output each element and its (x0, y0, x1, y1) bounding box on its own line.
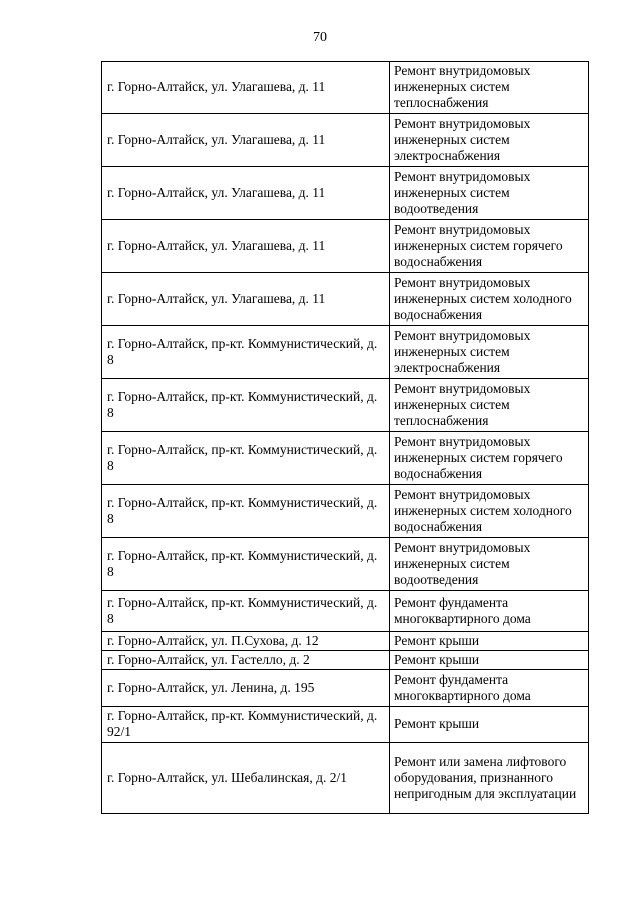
work-type-cell: Ремонт фундамента многоквартирного дома (390, 670, 589, 707)
work-type-cell: Ремонт внутридомовых инженерных систем электроснабжения (390, 114, 589, 167)
address-cell: г. Горно-Алтайск, ул. П.Сухова, д. 12 (102, 632, 390, 651)
address-cell: г. Горно-Алтайск, пр-кт. Коммунистический, д. 8 (102, 591, 390, 632)
work-type-cell: Ремонт крыши (390, 707, 589, 743)
work-type-cell: Ремонт крыши (390, 632, 589, 651)
work-type-cell: Ремонт внутридомовых инженерных систем теплоснабжения (390, 62, 589, 114)
work-type-cell: Ремонт внутридомовых инженерных систем холодного водоснабжения (390, 273, 589, 326)
table-row (102, 632, 589, 651)
repair-works-table (101, 61, 589, 814)
address-cell: г. Горно-Алтайск, пр-кт. Коммунистический, д. 8 (102, 485, 390, 538)
address-cell: г. Горно-Алтайск, ул. Улагашева, д. 11 (102, 167, 390, 220)
table-row (102, 379, 589, 432)
work-type-cell: Ремонт внутридомовых инженерных систем теплоснабжения (390, 379, 589, 432)
table-row (102, 485, 589, 538)
address-cell: г. Горно-Алтайск, пр-кт. Коммунистический, д. 8 (102, 379, 390, 432)
address-cell: г. Горно-Алтайск, пр-кт. Коммунистический, д. 8 (102, 432, 390, 485)
address-cell: г. Горно-Алтайск, пр-кт. Коммунистический, д. 92/1 (102, 707, 390, 743)
table-row (102, 114, 589, 167)
address-cell: г. Горно-Алтайск, пр-кт. Коммунистический, д. 8 (102, 326, 390, 379)
address-cell: г. Горно-Алтайск, ул. Шебалинская, д. 2/1 (102, 743, 390, 814)
page-number: 70 (313, 30, 327, 45)
table-row (102, 743, 589, 814)
work-type-cell: Ремонт крыши (390, 651, 589, 670)
table-row (102, 326, 589, 379)
work-type-cell: Ремонт внутридомовых инженерных систем электроснабжения (390, 326, 589, 379)
address-cell: г. Горно-Алтайск, ул. Гастелло, д. 2 (102, 651, 390, 670)
address-cell: г. Горно-Алтайск, ул. Улагашева, д. 11 (102, 273, 390, 326)
address-cell: г. Горно-Алтайск, ул. Ленина, д. 195 (102, 670, 390, 707)
address-cell: г. Горно-Алтайск, ул. Улагашева, д. 11 (102, 62, 390, 114)
work-type-cell: Ремонт внутридомовых инженерных систем горячего водоснабжения (390, 432, 589, 485)
table-row (102, 538, 589, 591)
table-row (102, 167, 589, 220)
work-type-cell: Ремонт или замена лифтового оборудования, признанного непригодным для эксплуатации (390, 743, 589, 814)
table-row (102, 670, 589, 707)
work-type-cell: Ремонт фундамента многоквартирного дома (390, 591, 589, 632)
table-row (102, 707, 589, 743)
table-row (102, 220, 589, 273)
address-cell: г. Горно-Алтайск, ул. Улагашева, д. 11 (102, 114, 390, 167)
table-row (102, 591, 589, 632)
work-type-cell: Ремонт внутридомовых инженерных систем водоотведения (390, 538, 589, 591)
table-row (102, 432, 589, 485)
table-row (102, 651, 589, 670)
work-type-cell: Ремонт внутридомовых инженерных систем водоотведения (390, 167, 589, 220)
address-cell: г. Горно-Алтайск, пр-кт. Коммунистический, д. 8 (102, 538, 390, 591)
address-cell: г. Горно-Алтайск, ул. Улагашева, д. 11 (102, 220, 390, 273)
work-type-cell: Ремонт внутридомовых инженерных систем горячего водоснабжения (390, 220, 589, 273)
work-type-cell: Ремонт внутридомовых инженерных систем холодного водоснабжения (390, 485, 589, 538)
table-row (102, 62, 589, 114)
table-row (102, 273, 589, 326)
